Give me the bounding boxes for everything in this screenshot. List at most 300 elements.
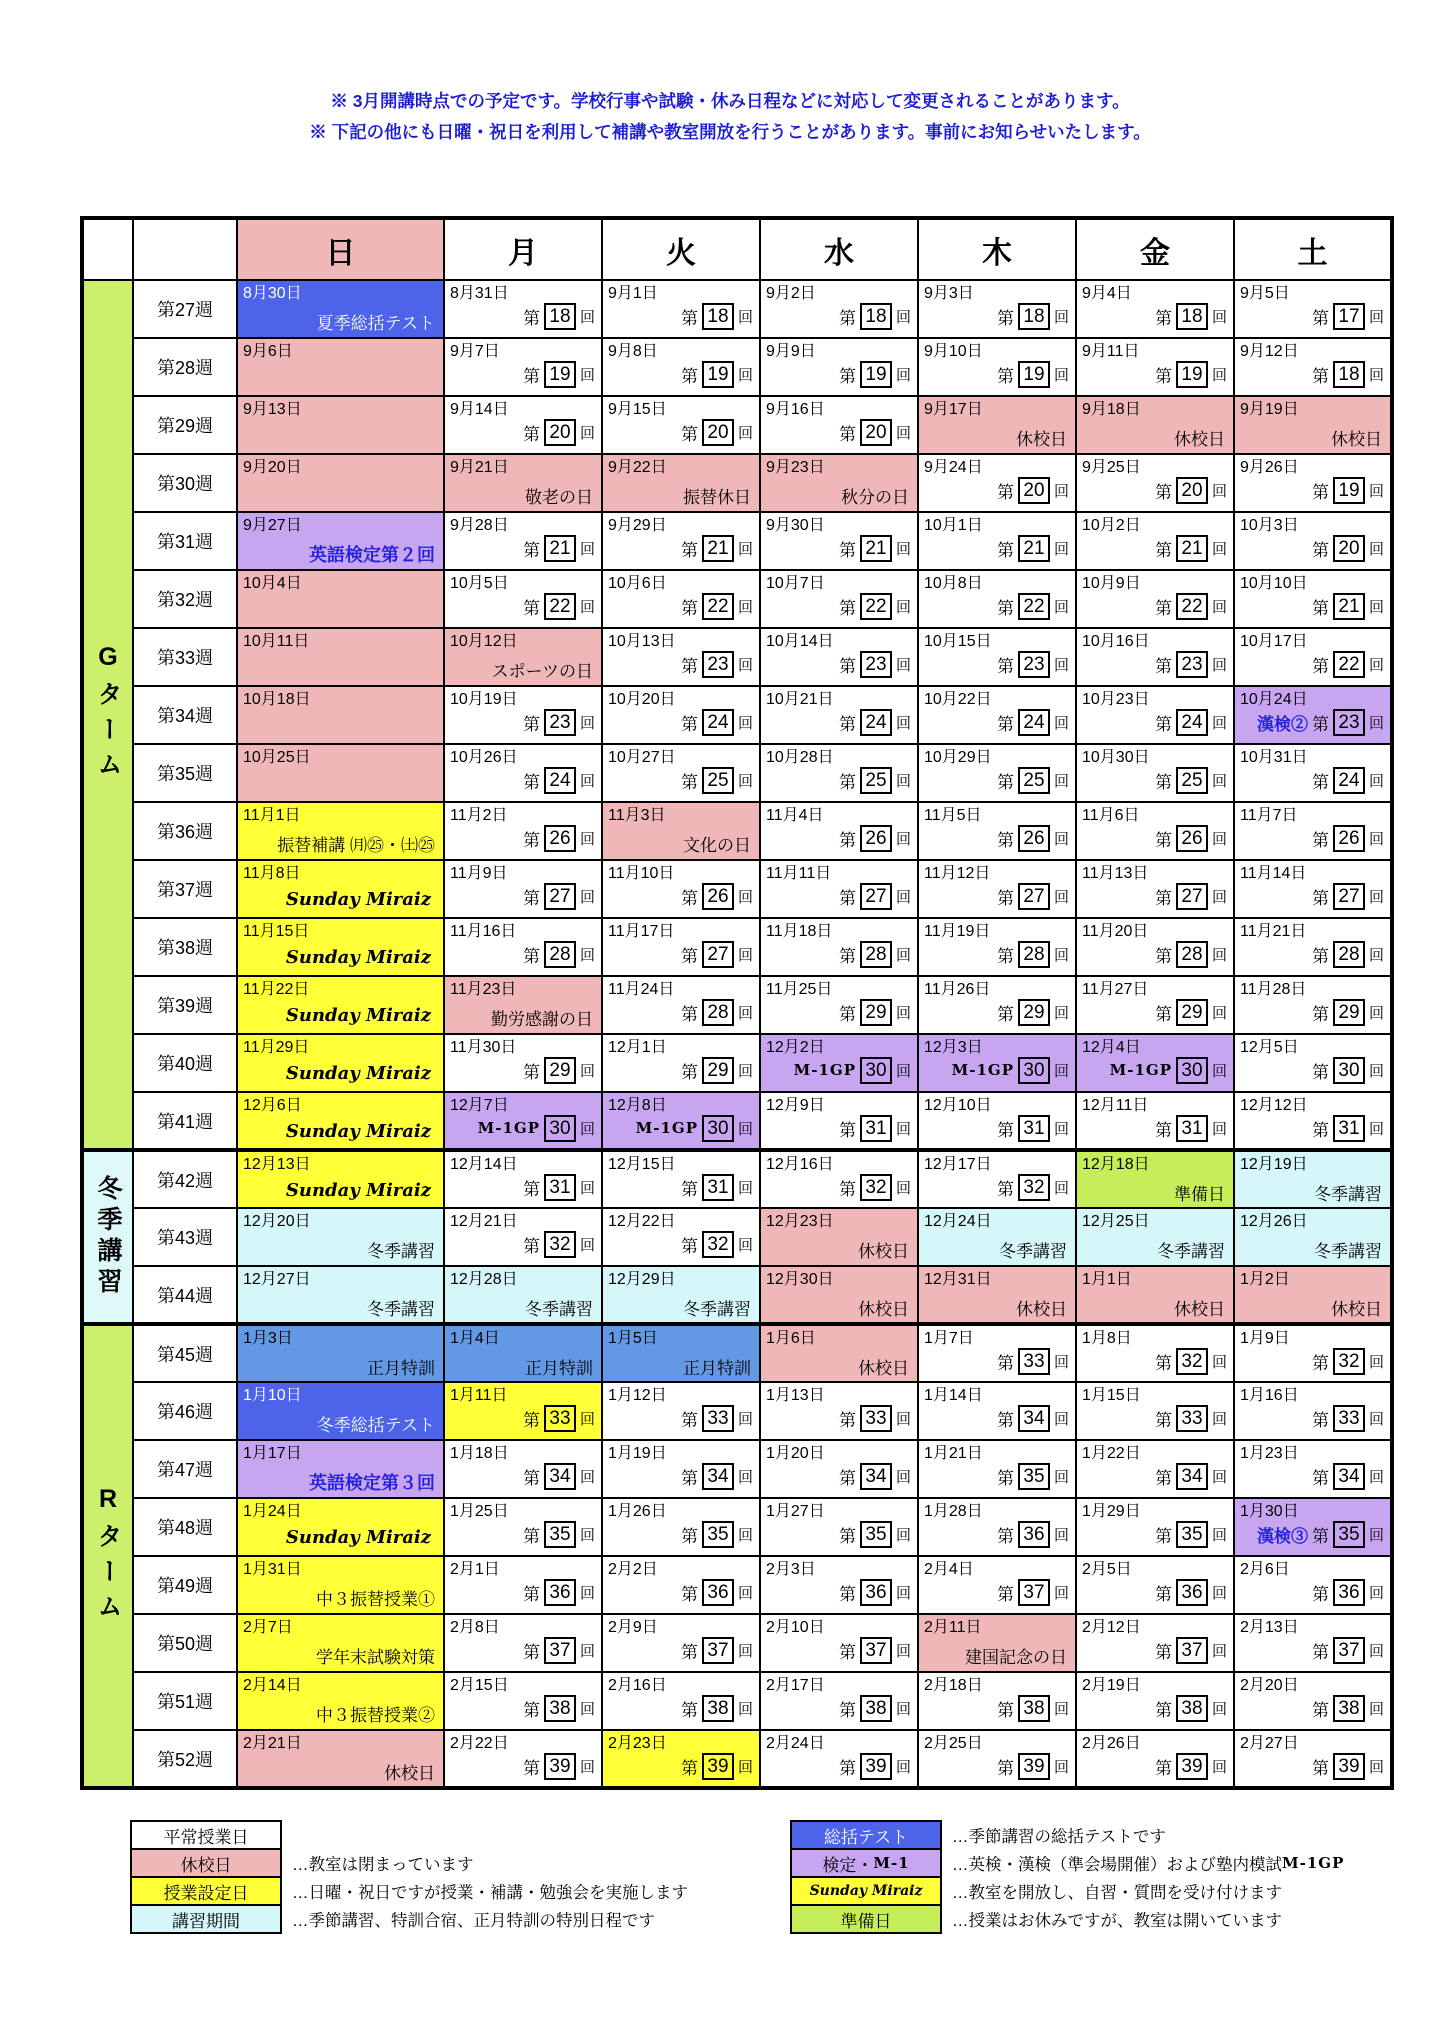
cell-date: 2月1日 [450, 1561, 500, 1578]
week-row-第39週 [82, 976, 1392, 1034]
cell-date: 12月7日 [450, 1097, 509, 1114]
lesson-count: 第 33 回 [761, 1405, 917, 1432]
day-cell-12月16日 [760, 1150, 918, 1208]
lesson-number-box: 19 [702, 361, 734, 388]
lesson-number-box: 25 [702, 767, 734, 794]
lesson-count: 第 38 回 [761, 1695, 917, 1722]
day-cell-11月7日 [1234, 802, 1392, 860]
cell-date: 12月11日 [1082, 1097, 1149, 1114]
day-cell-1月8日 [1076, 1324, 1234, 1382]
day-cell-1月20日 [760, 1440, 918, 1498]
lesson-count: 第 25 回 [603, 767, 759, 794]
lesson-number-box: 34 [702, 1463, 734, 1490]
lesson-count: 第 33 回 [445, 1405, 601, 1432]
cell-date: 9月13日 [243, 401, 302, 418]
lesson-number-box: 22 [544, 593, 576, 620]
week-label: 第46週 [133, 1382, 237, 1440]
lesson-number-box: 18 [544, 303, 576, 330]
lesson-count: 第 26 回 [761, 825, 917, 852]
cell-date: 12月22日 [608, 1213, 676, 1230]
day-cell-10月13日 [602, 628, 760, 686]
lesson-number-box: 31 [860, 1115, 892, 1142]
day-cell-11月14日 [1234, 860, 1392, 918]
cell-date: 10月22日 [924, 691, 992, 708]
lesson-number-box: 31 [1018, 1115, 1050, 1142]
lesson-count: 第 23 回 [445, 709, 601, 736]
cell-date: 12月1日 [608, 1039, 667, 1056]
lesson-count: 第 36 回 [1235, 1579, 1390, 1606]
lesson-count: 第 25 回 [919, 767, 1075, 794]
cell-date: 1月30日 [1240, 1503, 1299, 1520]
day-cell-10月28日 [760, 744, 918, 802]
day-cell-10月27日 [602, 744, 760, 802]
lesson-count: 第 22 回 [1077, 593, 1233, 620]
lesson-number-box: 22 [1176, 593, 1208, 620]
week-row-第41週 [82, 1092, 1392, 1150]
lesson-count: 第 31 回 [761, 1115, 917, 1142]
cell-date: 9月30日 [766, 517, 825, 534]
lesson-count: 第 24 回 [919, 709, 1075, 736]
lesson-count: 第 27 回 [919, 883, 1075, 910]
day-cell-10月15日 [918, 628, 1076, 686]
lesson-count: 第 27 回 [761, 883, 917, 910]
lesson-count: 第 33 回 [1235, 1405, 1390, 1432]
day-cell-12月3日 [918, 1034, 1076, 1092]
lesson-number-box: 24 [544, 767, 576, 794]
lesson-count: 第 23 回 [919, 651, 1075, 678]
cell-date: 1月15日 [1082, 1387, 1141, 1404]
day-cell-12月24日 [918, 1208, 1076, 1266]
cell-date: 11月29日 [243, 1039, 310, 1056]
cell-date: 10月18日 [243, 691, 311, 708]
lesson-number-box: 39 [860, 1753, 892, 1780]
week-row-第47週 [82, 1440, 1392, 1498]
cell-date: 1月27日 [766, 1503, 825, 1520]
cell-date: 2月17日 [766, 1677, 825, 1694]
week-label: 第37週 [133, 860, 237, 918]
week-label: 第45週 [133, 1324, 237, 1382]
day-cell-1月17日 [237, 1440, 444, 1498]
lesson-number-box: 35 [1018, 1463, 1050, 1490]
day-cell-12月25日 [1076, 1208, 1234, 1266]
week-row-第52週 [82, 1730, 1392, 1788]
lesson-count: 第 22 回 [761, 593, 917, 620]
day-cell-1月23日 [1234, 1440, 1392, 1498]
legend-desc: …季節講習の総括テストです [952, 1828, 1166, 1846]
day-label: 冬季講習 [683, 1299, 751, 1319]
day-cell-10月7日 [760, 570, 918, 628]
lesson-number-box: 27 [860, 883, 892, 910]
cell-date: 10月30日 [1082, 749, 1150, 766]
cell-date: 1月17日 [243, 1445, 302, 1462]
lesson-number-box: 33 [544, 1405, 576, 1432]
day-label: 夏季総括テスト [316, 313, 435, 333]
day-cell-2月4日 [918, 1556, 1076, 1614]
day-cell-11月16日 [444, 918, 602, 976]
cell-date: 11月22日 [243, 981, 310, 998]
cell-date: 10月19日 [450, 691, 518, 708]
day-cell-11月25日 [760, 976, 918, 1034]
day-cell-9月20日 [237, 454, 444, 512]
cell-date: 2月22日 [450, 1735, 509, 1752]
lesson-number-box: 34 [1176, 1463, 1208, 1490]
lesson-number-box: 33 [1333, 1405, 1365, 1432]
lesson-count: 第 21 回 [445, 535, 601, 562]
day-cell-11月24日 [602, 976, 760, 1034]
day-cell-9月5日 [1234, 280, 1392, 338]
day-cell-10月25日 [237, 744, 444, 802]
day-cell-10月10日 [1234, 570, 1392, 628]
day-label: 休校日 [1174, 1299, 1225, 1319]
lesson-count: 第 35 回 [445, 1521, 601, 1548]
lesson-number-box: 35 [702, 1521, 734, 1548]
day-cell-1月11日 [444, 1382, 602, 1440]
day-cell-10月12日 [444, 628, 602, 686]
week-label: 第42週 [133, 1150, 237, 1208]
lesson-number-box: 29 [1333, 999, 1365, 1026]
week-row-第33週 [82, 628, 1392, 686]
cell-date: 10月31日 [1240, 749, 1308, 766]
day-cell-10月16日 [1076, 628, 1234, 686]
day-cell-9月10日 [918, 338, 1076, 396]
day-cell-11月28日 [1234, 976, 1392, 1034]
cell-date: 10月28日 [766, 749, 834, 766]
day-label: 冬季講習 [525, 1299, 593, 1319]
day-cell-11月12日 [918, 860, 1076, 918]
term-label-Gターム: Gターム [82, 280, 133, 1150]
day-cell-9月1日 [602, 280, 760, 338]
week-label: 第52週 [133, 1730, 237, 1788]
day-cell-1月1日 [1076, 1266, 1234, 1324]
lesson-count: 第 30 回 [1235, 1057, 1390, 1084]
lesson-count: 第 18 回 [1235, 361, 1390, 388]
day-cell-9月27日 [237, 512, 444, 570]
lesson-number-box: 30 [1333, 1057, 1365, 1084]
m1gp-count: M-1GP 30 回 [445, 1115, 601, 1142]
lesson-number-box: 38 [1018, 1695, 1050, 1722]
day-label: 準備日 [1174, 1184, 1225, 1204]
cell-date: 10月2日 [1082, 517, 1141, 534]
cell-date: 2月26日 [1082, 1735, 1141, 1752]
lesson-count: 第 29 回 [603, 1057, 759, 1084]
cell-date: 9月22日 [608, 459, 667, 476]
lesson-count: 第 19 回 [1235, 477, 1390, 504]
week-label: 第41週 [133, 1092, 237, 1150]
lesson-count: 第 33 回 [919, 1348, 1075, 1375]
day-cell-9月8日 [602, 338, 760, 396]
day-cell-2月5日 [1076, 1556, 1234, 1614]
cell-date: 2月8日 [450, 1619, 500, 1636]
legend-desc: …日曜・祝日ですが授業・補講・勉強会を実施します [292, 1884, 688, 1902]
lesson-number-box: 34 [1333, 1463, 1365, 1490]
day-label: 冬季総括テスト [316, 1415, 435, 1435]
day-label: 敬老の日 [525, 487, 593, 507]
sunday-miraiz-label: Sunday Miraiz [285, 1179, 431, 1201]
legend-item-講習期間 [130, 1904, 688, 1934]
day-label: スポーツの日 [491, 661, 593, 681]
cell-date: 1月25日 [450, 1503, 509, 1520]
lesson-number-box: 20 [1176, 477, 1208, 504]
lesson-number-box: 23 [1176, 651, 1208, 678]
day-cell-1月21日 [918, 1440, 1076, 1498]
cell-date: 10月10日 [1240, 575, 1308, 592]
cell-date: 12月26日 [1240, 1213, 1308, 1230]
lesson-count: 第 37 回 [1235, 1637, 1390, 1664]
lesson-number-box: 18 [860, 303, 892, 330]
day-cell-11月23日 [444, 976, 602, 1034]
lesson-number-box: 37 [1176, 1637, 1208, 1664]
day-cell-10月20日 [602, 686, 760, 744]
cell-date: 10月8日 [924, 575, 983, 592]
cell-date: 9月17日 [924, 401, 983, 418]
weekday-header-3: 水 [760, 218, 918, 280]
lesson-number-box: 32 [544, 1231, 576, 1258]
cell-date: 1月16日 [1240, 1387, 1299, 1404]
lesson-count: 第 19 回 [761, 361, 917, 388]
day-cell-2月16日 [602, 1672, 760, 1730]
cell-date: 10月7日 [766, 575, 825, 592]
cell-date: 12月20日 [243, 1213, 311, 1230]
day-cell-9月22日 [602, 454, 760, 512]
lesson-number-box: 20 [1018, 477, 1050, 504]
lesson-count: 第 39 回 [445, 1753, 601, 1780]
lesson-count: 第 36 回 [919, 1521, 1075, 1548]
day-cell-12月23日 [760, 1208, 918, 1266]
day-cell-9月4日 [1076, 280, 1234, 338]
cell-date: 1月23日 [1240, 1445, 1299, 1462]
lesson-number-box: 27 [702, 941, 734, 968]
day-cell-9月25日 [1076, 454, 1234, 512]
cell-date: 9月11日 [1082, 343, 1140, 360]
day-label: 休校日 [1016, 1299, 1067, 1319]
cell-date: 11月6日 [1082, 807, 1140, 824]
cell-date: 9月5日 [1240, 285, 1290, 302]
cell-date: 12月14日 [450, 1156, 518, 1173]
lesson-number-box: 31 [1333, 1115, 1365, 1142]
lesson-number-box: 28 [702, 999, 734, 1026]
week-label: 第32週 [133, 570, 237, 628]
lesson-count: 第 18 回 [445, 303, 601, 330]
cell-date: 11月8日 [243, 865, 301, 882]
m1-logo: M-1GP [1282, 1854, 1345, 1872]
cell-date: 2月25日 [924, 1735, 983, 1752]
sunday-miraiz-label: Sunday Miraiz [285, 1062, 431, 1084]
day-cell-2月11日 [918, 1614, 1076, 1672]
day-cell-10月4日 [237, 570, 444, 628]
lesson-count: 第 27 回 [445, 883, 601, 910]
lesson-number-box: 29 [860, 999, 892, 1026]
lesson-count: 第 22 回 [445, 593, 601, 620]
day-cell-12月29日 [602, 1266, 760, 1324]
day-cell-9月23日 [760, 454, 918, 512]
eiken-label: 英語検定第２回 [309, 544, 435, 565]
legend-swatch: 講習期間 [130, 1904, 282, 1934]
lesson-count: 第 38 回 [603, 1695, 759, 1722]
lesson-number-box: 30 [1018, 1057, 1050, 1084]
lesson-count: 第 24 回 [603, 709, 759, 736]
day-cell-2月2日 [602, 1556, 760, 1614]
cell-date: 1月18日 [450, 1445, 509, 1462]
lesson-count: 第 20 回 [919, 477, 1075, 504]
day-cell-1月26日 [602, 1498, 760, 1556]
lesson-number-box: 38 [1176, 1695, 1208, 1722]
cell-date: 2月3日 [766, 1561, 816, 1578]
day-cell-2月7日 [237, 1614, 444, 1672]
cell-date: 12月17日 [924, 1156, 992, 1173]
day-cell-12月28日 [444, 1266, 602, 1324]
cell-date: 2月15日 [450, 1677, 509, 1694]
day-cell-2月24日 [760, 1730, 918, 1788]
cell-date: 2月4日 [924, 1561, 974, 1578]
lesson-number-box: 25 [1176, 767, 1208, 794]
lesson-count: 第 24 回 [1235, 767, 1390, 794]
cell-date: 12月4日 [1082, 1039, 1141, 1056]
day-label: 冬季講習 [999, 1241, 1067, 1261]
day-cell-2月14日 [237, 1672, 444, 1730]
lesson-count: 第 39 回 [603, 1753, 759, 1780]
day-cell-2月3日 [760, 1556, 918, 1614]
day-cell-10月2日 [1076, 512, 1234, 570]
day-cell-2月19日 [1076, 1672, 1234, 1730]
lesson-count: 第 23 回 [603, 651, 759, 678]
day-cell-9月2日 [760, 280, 918, 338]
week-row-第45週 [82, 1324, 1392, 1382]
lesson-count: 第 28 回 [445, 941, 601, 968]
lesson-count: 第 21 回 [603, 535, 759, 562]
term-label-Rターム: Rターム [82, 1324, 133, 1788]
day-label: 勤労感謝の日 [491, 1009, 593, 1029]
lesson-count: 第 32 回 [761, 1174, 917, 1201]
cell-date: 1月4日 [450, 1330, 500, 1347]
lesson-number-box: 17 [1333, 303, 1365, 330]
lesson-number-box: 18 [1333, 361, 1365, 388]
week-label: 第38週 [133, 918, 237, 976]
lesson-count: 第 19 回 [919, 361, 1075, 388]
day-cell-1月10日 [237, 1382, 444, 1440]
lesson-number-box: 37 [1018, 1579, 1050, 1606]
lesson-number-box: 38 [702, 1695, 734, 1722]
legend-item-総括テスト [790, 1820, 1344, 1850]
cell-date: 10月16日 [1082, 633, 1150, 650]
day-cell-11月9日 [444, 860, 602, 918]
cell-date: 2月14日 [243, 1677, 302, 1694]
day-cell-10月26日 [444, 744, 602, 802]
day-cell-12月4日 [1076, 1034, 1234, 1092]
day-cell-11月5日 [918, 802, 1076, 860]
lesson-count: 第 36 回 [1077, 1579, 1233, 1606]
cell-date: 12月12日 [1240, 1097, 1308, 1114]
day-label: 冬季講習 [1157, 1241, 1225, 1261]
day-cell-11月8日 [237, 860, 444, 918]
lesson-count: 第 32 回 [603, 1231, 759, 1258]
day-cell-2月26日 [1076, 1730, 1234, 1788]
day-cell-12月14日 [444, 1150, 602, 1208]
sunday-miraiz-label: Sunday Miraiz [285, 946, 431, 968]
legend-swatch: 総括テスト [790, 1820, 942, 1850]
legend-item-授業設定日 [130, 1876, 688, 1906]
lesson-number-box: 33 [860, 1405, 892, 1432]
lesson-count: 第 37 回 [1077, 1637, 1233, 1664]
cell-date: 2月6日 [1240, 1561, 1290, 1578]
lesson-number-box: 18 [1018, 303, 1050, 330]
day-cell-11月4日 [760, 802, 918, 860]
day-label: 冬季講習 [1314, 1241, 1382, 1261]
day-cell-11月3日 [602, 802, 760, 860]
cell-date: 11月20日 [1082, 923, 1149, 940]
legend-item-準備日 [790, 1904, 1344, 1934]
cell-date: 2月11日 [924, 1619, 982, 1636]
day-label: 正月特訓 [525, 1358, 593, 1378]
day-cell-1月5日 [602, 1324, 760, 1382]
cell-date: 12月13日 [243, 1156, 311, 1173]
day-cell-8月30日 [237, 280, 444, 338]
day-cell-10月6日 [602, 570, 760, 628]
lesson-number-box: 22 [860, 593, 892, 620]
lesson-count: 第 22 回 [603, 593, 759, 620]
cell-date: 10月9日 [1082, 575, 1141, 592]
day-cell-2月21日 [237, 1730, 444, 1788]
day-cell-2月22日 [444, 1730, 602, 1788]
day-cell-1月19日 [602, 1440, 760, 1498]
cell-date: 9月18日 [1082, 401, 1141, 418]
lesson-number-box: 36 [1176, 1579, 1208, 1606]
day-cell-1月4日 [444, 1324, 602, 1382]
lesson-number-box: 23 [1333, 709, 1365, 736]
cell-date: 9月19日 [1240, 401, 1299, 418]
cell-date: 9月26日 [1240, 459, 1299, 476]
week-row-第43週 [82, 1208, 1392, 1266]
lesson-count: 第 28 回 [603, 999, 759, 1026]
week-row-第51週 [82, 1672, 1392, 1730]
schedule-table [80, 216, 1394, 1790]
day-cell-2月8日 [444, 1614, 602, 1672]
week-label: 第49週 [133, 1556, 237, 1614]
cell-date: 9月16日 [766, 401, 825, 418]
lesson-count: 第 37 回 [761, 1637, 917, 1664]
day-cell-1月14日 [918, 1382, 1076, 1440]
day-label: 冬季講習 [1314, 1184, 1382, 1204]
cell-date: 2月13日 [1240, 1619, 1299, 1636]
cell-date: 1月29日 [1082, 1503, 1141, 1520]
lesson-count: 第 20 回 [445, 419, 601, 446]
cell-date: 2月23日 [608, 1735, 667, 1752]
day-label: 中３振替授業① [316, 1589, 435, 1609]
cell-date: 1月31日 [243, 1561, 302, 1578]
cell-date: 12月29日 [608, 1271, 676, 1288]
lesson-count: 第 38 回 [1077, 1695, 1233, 1722]
lesson-number-box: 26 [1333, 825, 1365, 852]
cell-date: 11月13日 [1082, 865, 1149, 882]
legend-swatch: 平常授業日 [130, 1820, 282, 1850]
lesson-number-box: 36 [702, 1579, 734, 1606]
lesson-number-box: 36 [860, 1579, 892, 1606]
cell-date: 9月23日 [766, 459, 825, 476]
lesson-count: 第 35 回 [919, 1463, 1075, 1490]
cell-date: 2月10日 [766, 1619, 825, 1636]
lesson-count: 第 18 回 [603, 303, 759, 330]
cell-date: 1月2日 [1240, 1271, 1290, 1288]
lesson-count: 第 24 回 [445, 767, 601, 794]
note-line-1: ※ 3月開講時点での予定です。学校行事や試験・休み日程などに対応して変更されることがあります。 [330, 91, 1130, 111]
day-cell-12月27日 [237, 1266, 444, 1324]
day-cell-9月3日 [918, 280, 1076, 338]
cell-date: 1月21日 [924, 1445, 983, 1462]
m1-logo: M-1GP [793, 1061, 856, 1080]
lesson-number-box: 19 [1018, 361, 1050, 388]
cell-date: 10月12日 [450, 633, 518, 650]
lesson-number-box: 28 [1176, 941, 1208, 968]
cell-date: 1月28日 [924, 1503, 983, 1520]
